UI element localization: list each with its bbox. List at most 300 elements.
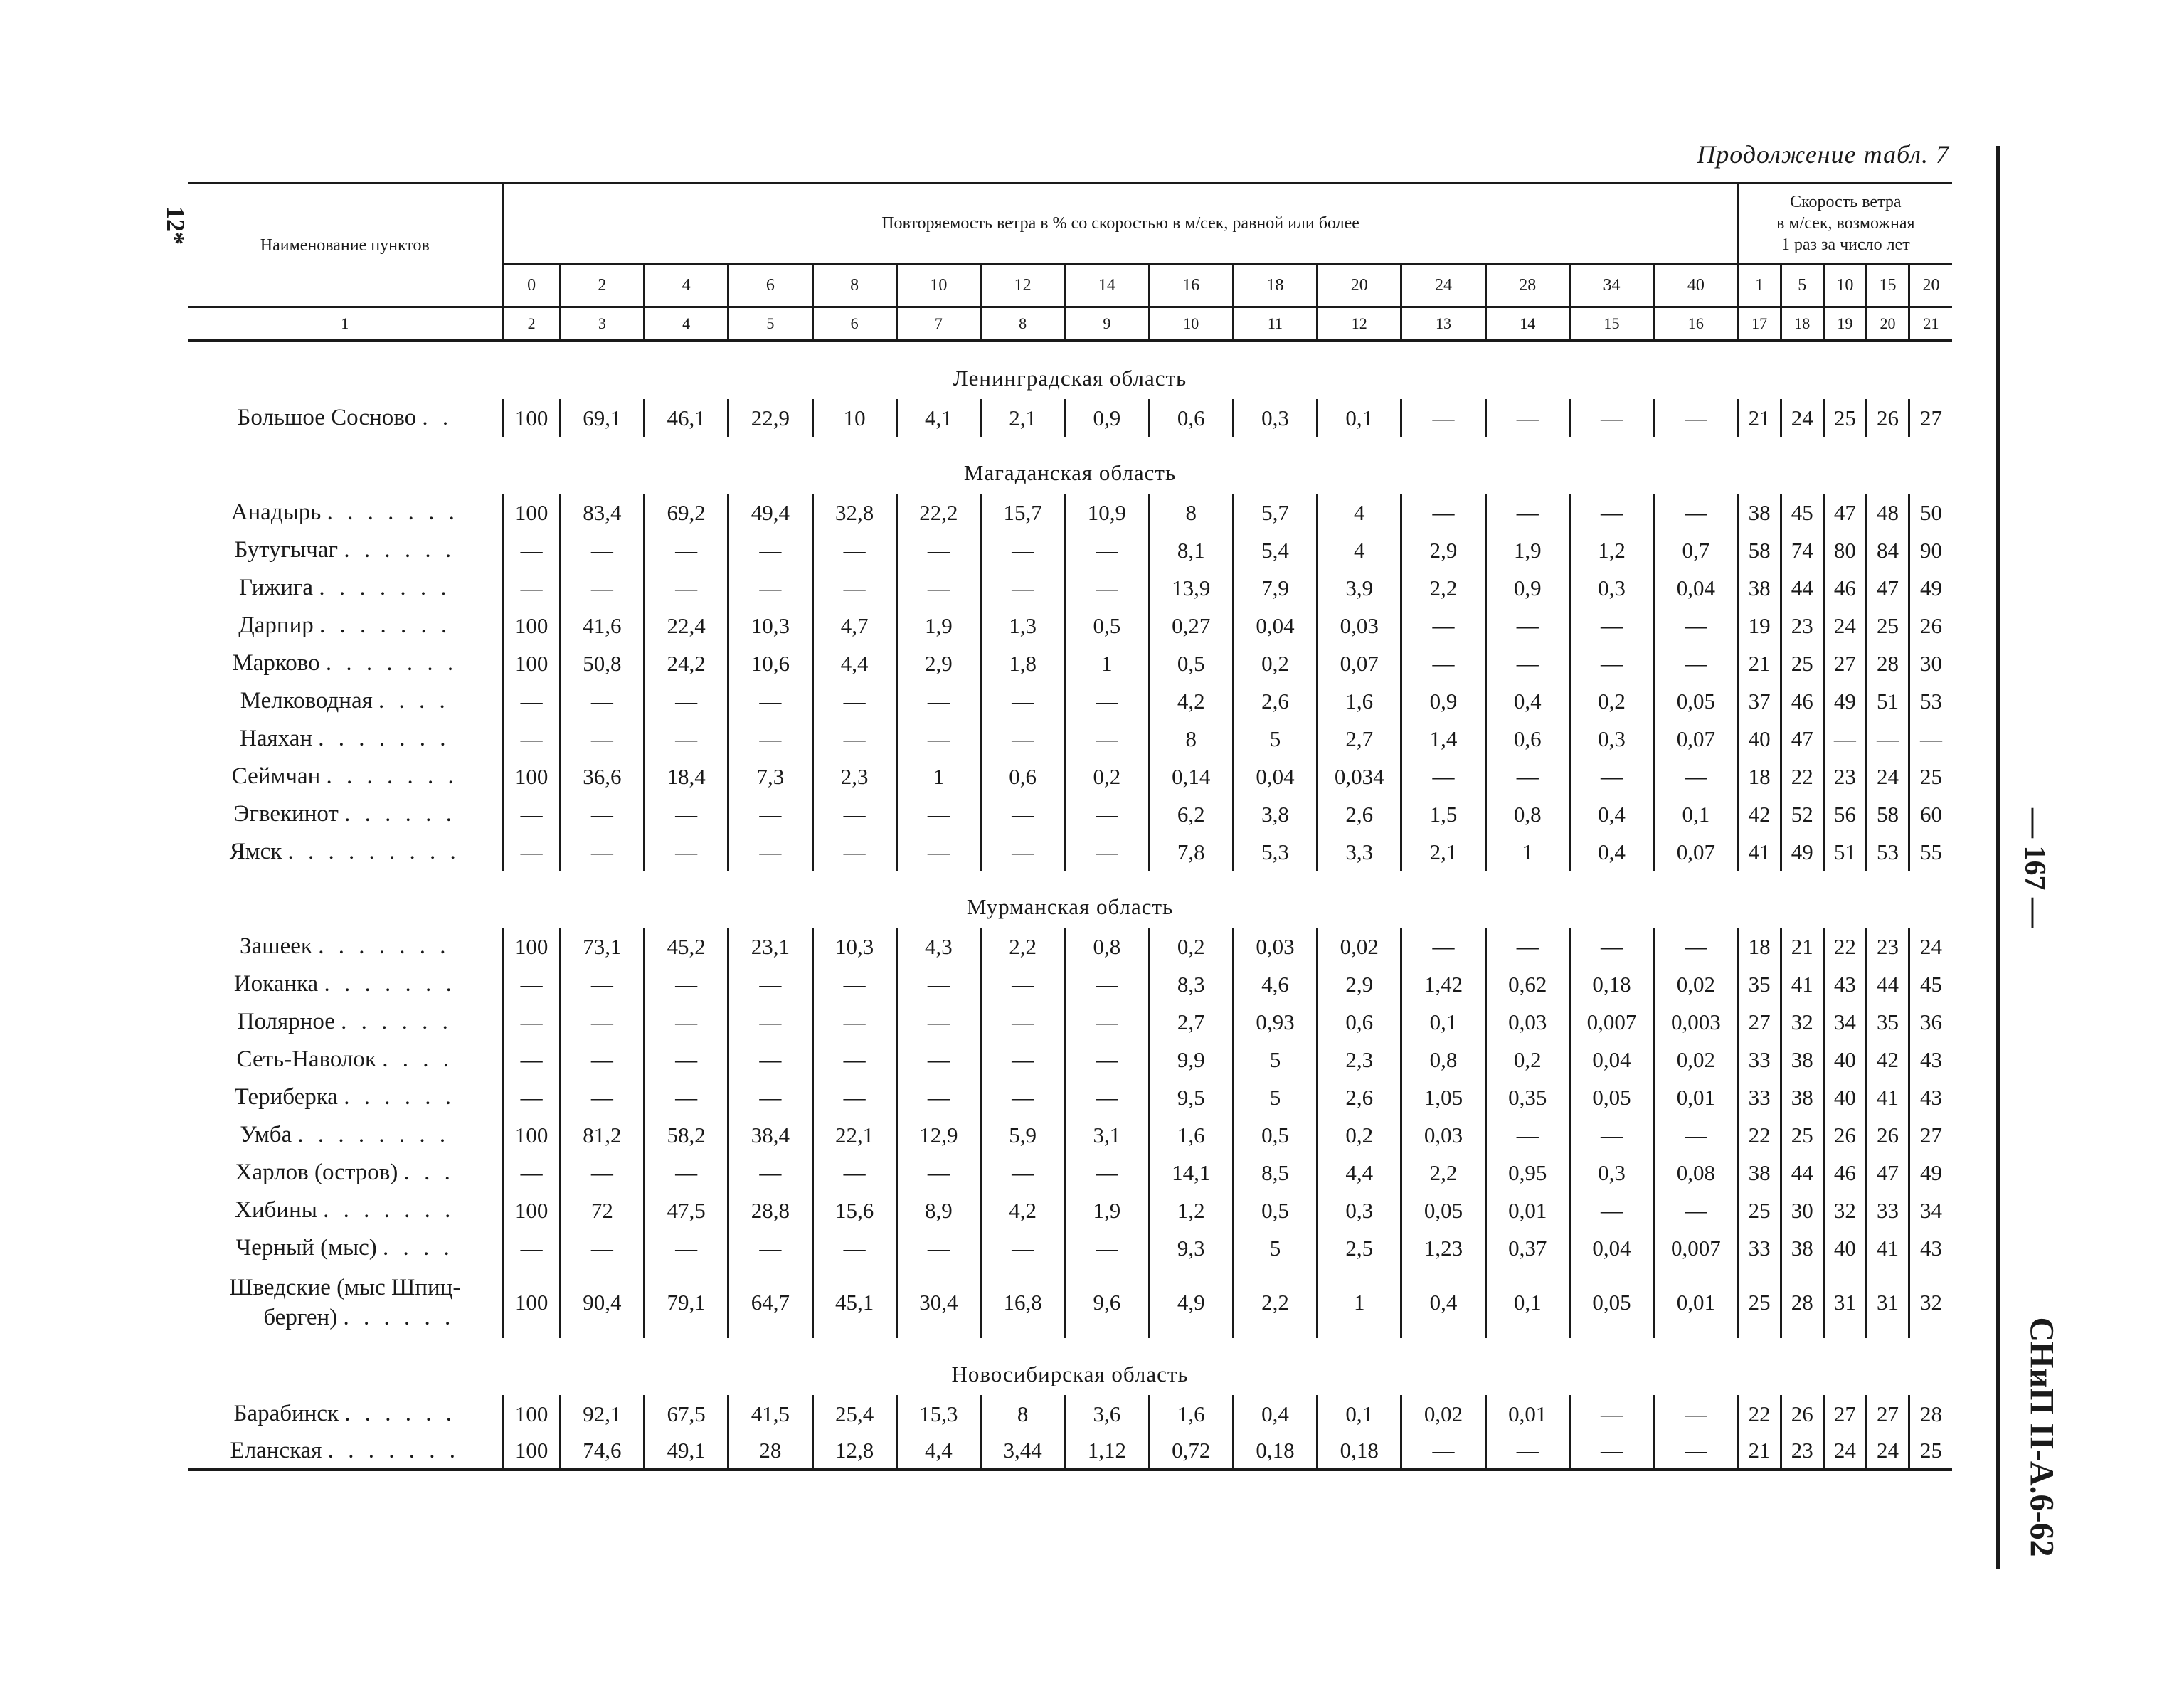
- table-cell: 4,4: [1318, 1154, 1401, 1192]
- station-name: [188, 1041, 503, 1078]
- region-heading: Мурманская область: [966, 894, 1174, 919]
- table-cell: —: [812, 1078, 896, 1116]
- table-cell: 100: [503, 1433, 560, 1470]
- table-cell: —: [1401, 607, 1485, 645]
- header-speed-20: 20: [1318, 264, 1401, 307]
- header-speed-2: 2: [560, 264, 644, 307]
- table-cell: —: [896, 833, 980, 871]
- table-cell: 49: [1909, 569, 1952, 607]
- table-cell: 25: [1738, 1267, 1781, 1338]
- table-cell: 0,3: [1233, 399, 1317, 437]
- table-cell: 43: [1909, 1078, 1952, 1116]
- station-name: [188, 965, 503, 1003]
- table-cell: 3,44: [981, 1433, 1065, 1470]
- table-cell: —: [1485, 928, 1569, 965]
- table-cell: 69,2: [644, 494, 728, 531]
- table-cell: 1,6: [1149, 1395, 1233, 1433]
- table-cell: 25: [1909, 1433, 1952, 1470]
- station-name: [188, 1116, 503, 1154]
- table-cell: 50,8: [560, 645, 644, 682]
- table-cell: 41,6: [560, 607, 644, 645]
- table-cell: 2,9: [1401, 531, 1485, 569]
- table-row: [188, 1003, 1952, 1041]
- table-cell: 2,7: [1149, 1003, 1233, 1041]
- table-cell: —: [503, 720, 560, 758]
- station-name-text: Еланская: [230, 1437, 322, 1463]
- table-cell: 4,1: [896, 399, 980, 437]
- table-cell: 51: [1823, 833, 1866, 871]
- table-cell: 42: [1738, 795, 1781, 833]
- table-cell: 53: [1909, 682, 1952, 720]
- table-cell: 45,1: [812, 1267, 896, 1338]
- table-cell: —: [1909, 720, 1952, 758]
- table-cell: —: [728, 833, 812, 871]
- leader-dots: . . . . . . .: [325, 650, 458, 676]
- leader-dots: . . . .: [383, 1235, 454, 1261]
- table-cell: 15,6: [812, 1192, 896, 1229]
- table-cell: 0,2: [1149, 928, 1233, 965]
- table-cell: 4,2: [981, 1192, 1065, 1229]
- leader-dots: . . . . . . .: [326, 763, 458, 789]
- table-cell: —: [728, 795, 812, 833]
- table-cell: 47: [1866, 569, 1909, 607]
- side-page-label: 12*: [161, 206, 190, 245]
- region-heading-row: [188, 452, 1952, 494]
- table-cell: 13,9: [1149, 569, 1233, 607]
- table-cell: —: [1569, 494, 1653, 531]
- table-cell: 33: [1738, 1078, 1781, 1116]
- table-cell: 0,6: [1485, 720, 1569, 758]
- table-cell: 2,3: [1318, 1041, 1401, 1078]
- station-name: [188, 494, 503, 531]
- header-speed-34: 34: [1569, 264, 1653, 307]
- table-cell: —: [981, 965, 1065, 1003]
- table-cell: 1,9: [896, 607, 980, 645]
- table-cell: 4,2: [1149, 682, 1233, 720]
- leader-dots: . . . . . . . .: [297, 1122, 450, 1147]
- table-cell: —: [728, 531, 812, 569]
- table-cell: 24: [1866, 1433, 1909, 1470]
- table-cell: —: [1401, 758, 1485, 795]
- table-cell: —: [981, 1041, 1065, 1078]
- leader-dots: . . . . . . .: [318, 933, 450, 959]
- station-name-text: Шведские (мыс Шпиц-: [229, 1275, 461, 1300]
- table-cell: —: [1866, 720, 1909, 758]
- table-row: [188, 682, 1952, 720]
- table-row: [188, 1041, 1952, 1078]
- table-cell: 0,4: [1485, 682, 1569, 720]
- table-cell: 27: [1866, 1395, 1909, 1433]
- table-cell: 2,9: [896, 645, 980, 682]
- station-name: [188, 1395, 503, 1433]
- station-name-continued: берген): [263, 1305, 338, 1330]
- table-cell: 5,9: [981, 1116, 1065, 1154]
- header-speed-10: 10: [896, 264, 980, 307]
- table-cell: 24: [1866, 758, 1909, 795]
- table-cell: 18: [1738, 758, 1781, 795]
- table-cell: —: [896, 795, 980, 833]
- station-name-text: Ямск: [229, 839, 282, 864]
- table-cell: —: [560, 833, 644, 871]
- table-cell: 26: [1909, 607, 1952, 645]
- table-cell: 46: [1781, 682, 1823, 720]
- column-number: 12: [1318, 307, 1401, 341]
- table-cell: 0,02: [1401, 1395, 1485, 1433]
- table-cell: 2,6: [1233, 682, 1317, 720]
- table-cell: —: [503, 682, 560, 720]
- header-speed-line: Скорость ветра: [1790, 193, 1902, 211]
- table-cell: 0,05: [1569, 1078, 1653, 1116]
- table-cell: 1: [1318, 1267, 1401, 1338]
- station-name-text: Наяхан: [240, 726, 313, 751]
- header-speed-4: 4: [644, 264, 728, 307]
- table-cell: 42: [1866, 1041, 1909, 1078]
- table-cell: 27: [1823, 645, 1866, 682]
- station-name: [188, 1433, 503, 1470]
- table-cell: —: [896, 569, 980, 607]
- table-cell: —: [1654, 1395, 1738, 1433]
- table-cell: 22: [1823, 928, 1866, 965]
- column-number: 1: [188, 307, 503, 341]
- table-cell: 80: [1823, 531, 1866, 569]
- table-cell: 27: [1738, 1003, 1781, 1041]
- table-cell: 43: [1909, 1229, 1952, 1267]
- table-cell: 46: [1823, 1154, 1866, 1192]
- table-cell: —: [981, 1229, 1065, 1267]
- table-cell: 2,6: [1318, 795, 1401, 833]
- table-cell: 0,14: [1149, 758, 1233, 795]
- table-cell: 22,9: [728, 399, 812, 437]
- table-cell: —: [1065, 1078, 1149, 1116]
- table-cell: —: [896, 720, 980, 758]
- table-cell: 0,2: [1318, 1116, 1401, 1154]
- table-cell: —: [1569, 1116, 1653, 1154]
- table-cell: 10,9: [1065, 494, 1149, 531]
- table-cell: 14,1: [1149, 1154, 1233, 1192]
- table-cell: 58: [1738, 531, 1781, 569]
- table-cell: 2,1: [981, 399, 1065, 437]
- table-row: [188, 1267, 1952, 1338]
- table-cell: 3,1: [1065, 1116, 1149, 1154]
- table-cell: 47,5: [644, 1192, 728, 1229]
- column-number: 15: [1569, 307, 1653, 341]
- column-number: 2: [503, 307, 560, 341]
- document-code: СНиП II-А.6-62: [2023, 1317, 2061, 1557]
- table-cell: —: [1485, 758, 1569, 795]
- table-cell: —: [1065, 965, 1149, 1003]
- table-row: [188, 1078, 1952, 1116]
- table-cell: 0,18: [1318, 1433, 1401, 1470]
- table-cell: 0,2: [1233, 645, 1317, 682]
- table-cell: —: [896, 1229, 980, 1267]
- table-cell: 0,6: [981, 758, 1065, 795]
- table-cell: —: [1654, 928, 1738, 965]
- table-cell: —: [1654, 1116, 1738, 1154]
- header-years-10: 10: [1823, 264, 1866, 307]
- header-years-15: 15: [1866, 264, 1909, 307]
- leader-dots: . . . . . . .: [319, 613, 452, 638]
- table-cell: 26: [1823, 1116, 1866, 1154]
- table-cell: 22,4: [644, 607, 728, 645]
- table-cell: 0,93: [1233, 1003, 1317, 1041]
- station-name: [188, 531, 503, 569]
- leader-dots: . . . . . . . . .: [287, 839, 460, 864]
- table-cell: —: [1485, 494, 1569, 531]
- table-cell: 4: [1318, 494, 1401, 531]
- table-cell: —: [503, 965, 560, 1003]
- table-cell: 31: [1823, 1267, 1866, 1338]
- table-cell: 45: [1781, 494, 1823, 531]
- table-cell: —: [644, 720, 728, 758]
- table-cell: —: [644, 1229, 728, 1267]
- table-cell: —: [1654, 758, 1738, 795]
- station-name-text: Умба: [240, 1122, 292, 1147]
- table-cell: 0,8: [1485, 795, 1569, 833]
- table-cell: 1: [896, 758, 980, 795]
- table-cell: 5,3: [1233, 833, 1317, 871]
- table-cell: 0,5: [1149, 645, 1233, 682]
- table-cell: 30: [1909, 645, 1952, 682]
- table-cell: 1,4: [1401, 720, 1485, 758]
- table-cell: 0,1: [1318, 399, 1401, 437]
- table-cell: 26: [1866, 399, 1909, 437]
- table-cell: 0,5: [1233, 1116, 1317, 1154]
- table-cell: 0,08: [1654, 1154, 1738, 1192]
- table-cell: 25,4: [812, 1395, 896, 1433]
- table-cell: 7,8: [1149, 833, 1233, 871]
- table-cell: —: [644, 1003, 728, 1041]
- table-cell: —: [981, 569, 1065, 607]
- table-cell: 23: [1866, 928, 1909, 965]
- table-cell: 37: [1738, 682, 1781, 720]
- table-cell: —: [1569, 399, 1653, 437]
- table-row: [188, 531, 1952, 569]
- table-cell: 40: [1738, 720, 1781, 758]
- station-name: [188, 682, 503, 720]
- table-cell: 0,95: [1485, 1154, 1569, 1192]
- table-cell: 6,2: [1149, 795, 1233, 833]
- table-cell: —: [560, 965, 644, 1003]
- station-name: [188, 607, 503, 645]
- table-cell: 23: [1781, 1433, 1823, 1470]
- table-cell: 22: [1781, 758, 1823, 795]
- table-cell: 18,4: [644, 758, 728, 795]
- table-cell: 38: [1781, 1041, 1823, 1078]
- table-cell: —: [644, 569, 728, 607]
- table-cell: —: [1569, 607, 1653, 645]
- table-cell: 72: [560, 1192, 644, 1229]
- table-row: [188, 1395, 1952, 1433]
- table-cell: 35: [1738, 965, 1781, 1003]
- table-cell: 26: [1781, 1395, 1823, 1433]
- table-cell: —: [503, 1229, 560, 1267]
- table-cell: 2,9: [1318, 965, 1401, 1003]
- table-cell: —: [728, 569, 812, 607]
- table-cell: 27: [1823, 1395, 1866, 1433]
- table-cell: 47: [1866, 1154, 1909, 1192]
- table-cell: 0,8: [1401, 1041, 1485, 1078]
- table-cell: 0,02: [1654, 965, 1738, 1003]
- table-cell: 0,01: [1485, 1395, 1569, 1433]
- table-cell: 0,2: [1485, 1041, 1569, 1078]
- table-cell: 25: [1909, 758, 1952, 795]
- table-cell: 25: [1866, 607, 1909, 645]
- table-cell: 0,35: [1485, 1078, 1569, 1116]
- table-cell: 44: [1781, 1154, 1823, 1192]
- column-number: 3: [560, 307, 644, 341]
- table-cell: 25: [1823, 399, 1866, 437]
- table-cell: —: [812, 1154, 896, 1192]
- station-name-text: Марково: [232, 650, 320, 676]
- table-cell: 1: [1485, 833, 1569, 871]
- station-name-text: Сеть-Наволок: [236, 1046, 376, 1072]
- header-speed-14: 14: [1065, 264, 1149, 307]
- station-name-text: Большое Сосново: [237, 405, 417, 430]
- table-cell: 0,05: [1654, 682, 1738, 720]
- table-cell: 73,1: [560, 928, 644, 965]
- table-cell: 0,1: [1654, 795, 1738, 833]
- table-cell: 28: [1866, 645, 1909, 682]
- table-cell: 58,2: [644, 1116, 728, 1154]
- table-cell: 100: [503, 607, 560, 645]
- table-cell: 10,3: [728, 607, 812, 645]
- table-cell: —: [812, 531, 896, 569]
- table-cell: 0,007: [1654, 1229, 1738, 1267]
- table-cell: —: [812, 682, 896, 720]
- table-cell: 22: [1738, 1116, 1781, 1154]
- table-cell: 22,1: [812, 1116, 896, 1154]
- station-name: [188, 1229, 503, 1267]
- table-cell: —: [896, 1154, 980, 1192]
- station-name-text: Зашеек: [240, 933, 312, 959]
- leader-dots: . . . . . . .: [327, 1437, 460, 1463]
- table-cell: —: [560, 1078, 644, 1116]
- table-cell: 34: [1909, 1192, 1952, 1229]
- header-speed-12: 12: [981, 264, 1065, 307]
- leader-dots: . . . .: [378, 688, 450, 714]
- spacer-row: [188, 341, 1952, 358]
- table-cell: 47: [1781, 720, 1823, 758]
- table-cell: —: [1065, 1003, 1149, 1041]
- table-cell: —: [644, 682, 728, 720]
- table-cell: 10,6: [728, 645, 812, 682]
- table-row: [188, 1433, 1952, 1470]
- spacer-cell: [188, 341, 1952, 358]
- table-cell: 55: [1909, 833, 1952, 871]
- table-cell: —: [728, 965, 812, 1003]
- table-row: [188, 1192, 1952, 1229]
- station-name-text: Дарпир: [238, 613, 314, 638]
- station-name: [188, 928, 503, 965]
- table-cell: 100: [503, 928, 560, 965]
- table-cell: —: [981, 1003, 1065, 1041]
- table-cell: 4,4: [812, 645, 896, 682]
- table-cell: —: [896, 682, 980, 720]
- station-name-text: Черный (мыс): [235, 1235, 377, 1261]
- table-cell: 27: [1909, 399, 1952, 437]
- table-cell: 49: [1823, 682, 1866, 720]
- table-cell: 8,3: [1149, 965, 1233, 1003]
- table-cell: 100: [503, 758, 560, 795]
- spacer-row: [188, 871, 1952, 886]
- header-years-20: 20: [1909, 264, 1952, 307]
- header-years-5: 5: [1781, 264, 1823, 307]
- column-number: 11: [1233, 307, 1317, 341]
- table-cell: 1,05: [1401, 1078, 1485, 1116]
- table-cell: 45,2: [644, 928, 728, 965]
- table-cell: 0,9: [1065, 399, 1149, 437]
- column-number: 17: [1738, 307, 1781, 341]
- table-cell: 28: [728, 1433, 812, 1470]
- station-name-text: Сеймчан: [231, 763, 321, 789]
- region-heading: Ленинградская область: [953, 366, 1187, 391]
- header-row-column-numbers: [188, 307, 1952, 341]
- table-cell: 0,9: [1485, 569, 1569, 607]
- leader-dots: . . . . . .: [344, 1401, 457, 1426]
- wind-table: [188, 182, 1952, 1471]
- table-cell: 19: [1738, 607, 1781, 645]
- table-cell: 56: [1823, 795, 1866, 833]
- table-cell: —: [1485, 1116, 1569, 1154]
- column-number: 8: [981, 307, 1065, 341]
- table-cell: 7,9: [1233, 569, 1317, 607]
- table-cell: 2,6: [1318, 1078, 1401, 1116]
- table-cell: —: [728, 1154, 812, 1192]
- table-cell: —: [503, 531, 560, 569]
- table-cell: 28,8: [728, 1192, 812, 1229]
- table-cell: 2,2: [1233, 1267, 1317, 1338]
- header-speed-0: 0: [503, 264, 560, 307]
- table-cell: 1,8: [981, 645, 1065, 682]
- table-cell: 0,8: [1065, 928, 1149, 965]
- table-cell: 0,18: [1233, 1433, 1317, 1470]
- table-cell: —: [812, 569, 896, 607]
- station-name: [188, 1267, 503, 1338]
- table-cell: 24,2: [644, 645, 728, 682]
- table-cell: —: [728, 1041, 812, 1078]
- leader-dots: . . . . . . .: [323, 1197, 455, 1223]
- table-cell: 0,07: [1654, 833, 1738, 871]
- table-caption: Продолжение табл. 7: [1697, 140, 1949, 169]
- table-cell: —: [1401, 645, 1485, 682]
- column-number: 13: [1401, 307, 1485, 341]
- table-cell: 45: [1909, 965, 1952, 1003]
- leader-dots: . . . . . .: [341, 1009, 452, 1034]
- header-speed-40: 40: [1654, 264, 1738, 307]
- table-cell: 25: [1738, 1192, 1781, 1229]
- table-cell: 35: [1866, 1003, 1909, 1041]
- table-cell: 3,9: [1318, 569, 1401, 607]
- table-cell: 4,3: [896, 928, 980, 965]
- table-cell: 92,1: [560, 1395, 644, 1433]
- table-cell: 16,8: [981, 1267, 1065, 1338]
- table-cell: —: [1065, 1041, 1149, 1078]
- table-cell: 25: [1781, 645, 1823, 682]
- table-cell: 2,7: [1318, 720, 1401, 758]
- table-cell: —: [981, 1154, 1065, 1192]
- station-name: [188, 1192, 503, 1229]
- table-header: [188, 184, 1952, 341]
- column-number: 7: [896, 307, 980, 341]
- page-number: — 167 —: [2018, 808, 2051, 928]
- table-cell: —: [1065, 682, 1149, 720]
- table-cell: 41: [1866, 1078, 1909, 1116]
- table-cell: 40: [1823, 1041, 1866, 1078]
- leader-dots: . . . . . .: [344, 537, 456, 563]
- table-cell: 38: [1738, 1154, 1781, 1192]
- table-cell: 4,6: [1233, 965, 1317, 1003]
- table-cell: 49: [1781, 833, 1823, 871]
